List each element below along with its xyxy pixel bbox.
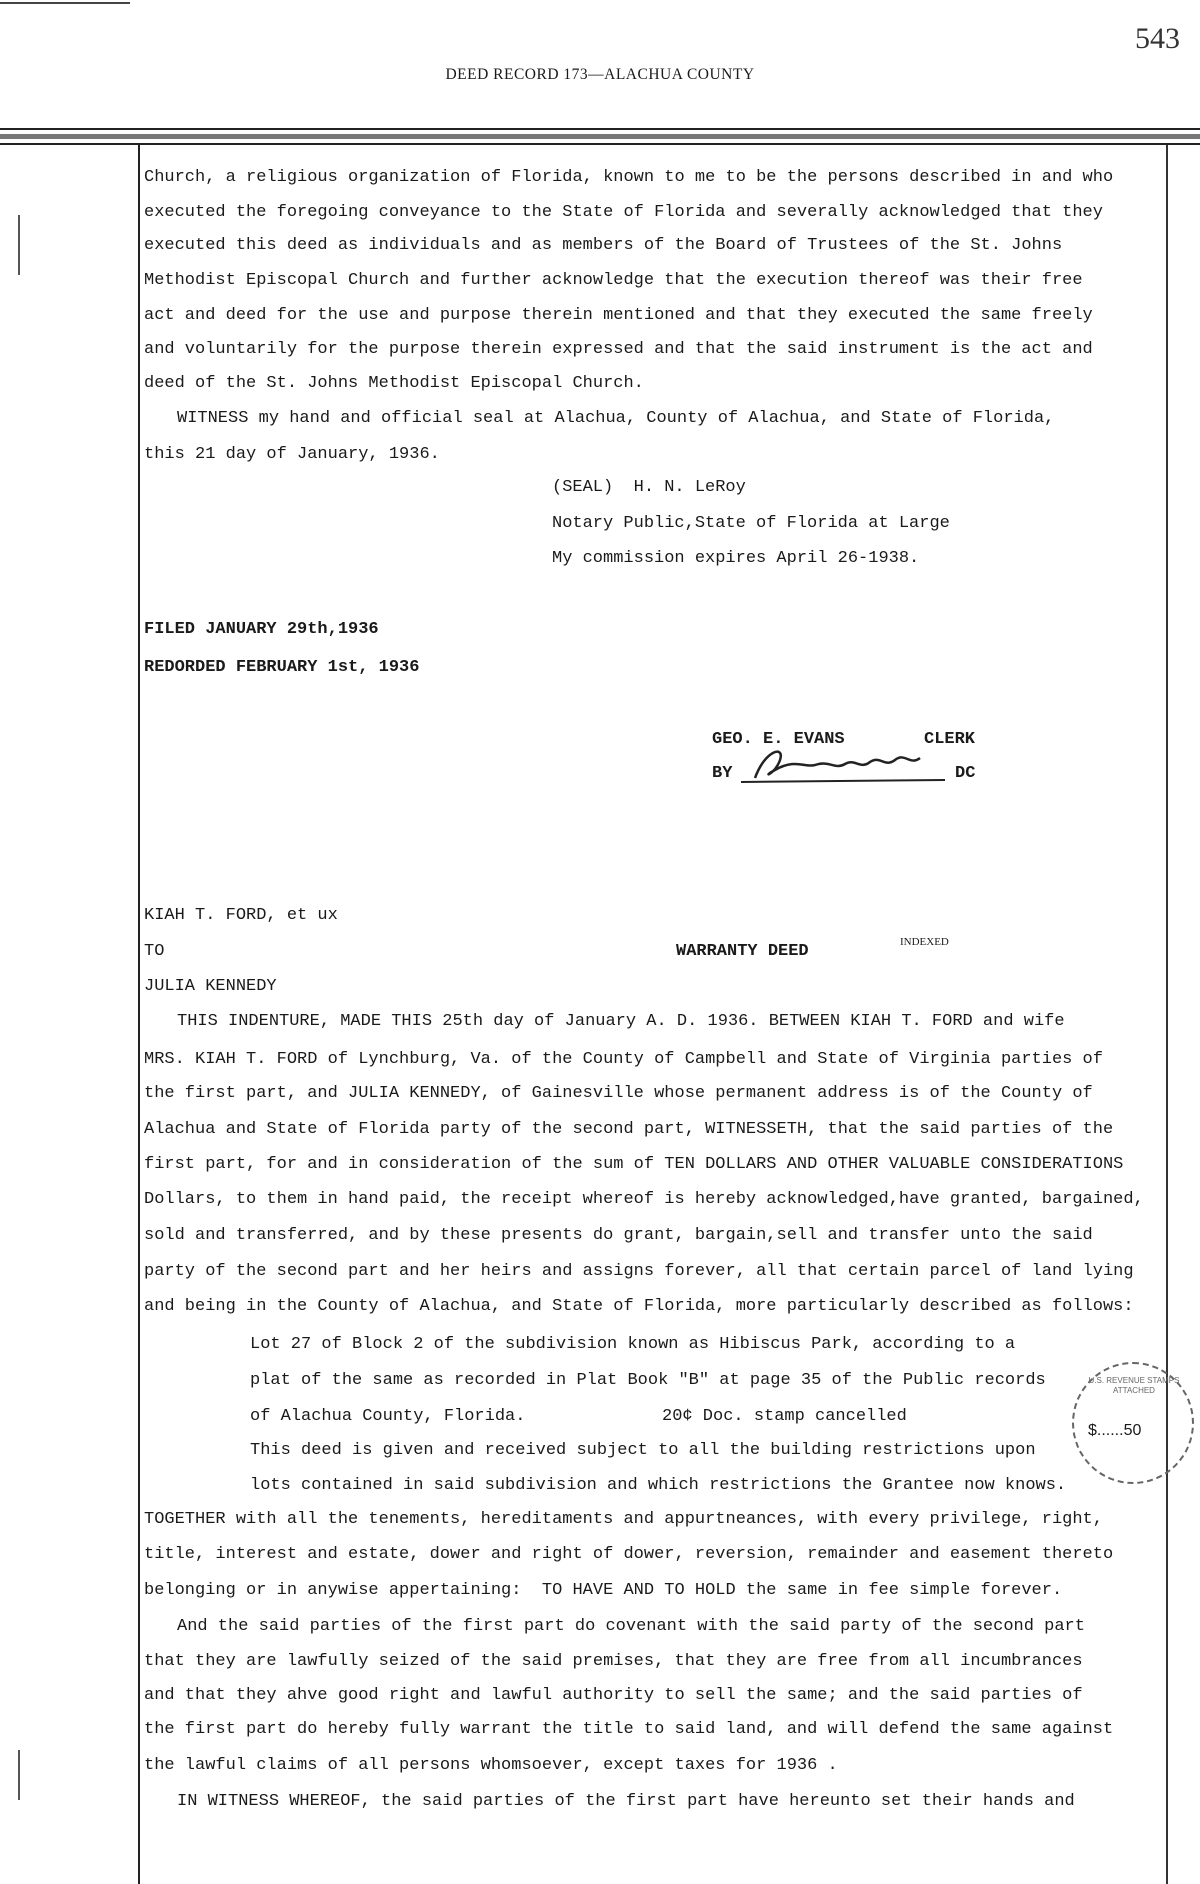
ack-line: executed the foregoing conveyance to the State of Florida and severally acknowledged that they [144,203,1103,222]
header-rule-thick [0,134,1200,139]
witness-whereof-line: IN WITNESS WHEREOF, the said parties of the first part have hereunto set their hands and [177,1792,1075,1811]
body-line: sold and transferred, and by these presents do grant, bargain,sell and transfer unto the said [144,1226,1093,1245]
clerk-name: GEO. E. EVANS [712,730,845,749]
ack-line: act and deed for the use and purpose therein mentioned and that they executed the same freely [144,306,1093,325]
grantor: KIAH T. FORD, et ux [144,906,338,925]
ack-line: executed this deed as individuals and as members of the Board of Trustees of the St. Johns [144,236,1063,255]
covenant-line: that they are lawfully seized of the said premises, that they are free from all incumbrances [144,1652,1083,1671]
header-rule [0,128,1200,130]
ack-date: this 21 day of January, 1936. [144,445,440,464]
restriction-line: lots contained in said subdivision and which restrictions the Grantee now knows. [250,1476,1067,1495]
covenant-line: the lawful claims of all persons whomsoever, except taxes for 1936 . [144,1756,838,1775]
frame-right-line [1166,145,1168,1884]
covenant-line: and that they ahve good right and lawful authority to sell the same; and the said parties of [144,1686,1083,1705]
deed-type: WARRANTY DEED [676,942,809,961]
ack-line: and voluntarily for the purpose therein expressed and that the said instrument is the act and [144,340,1093,359]
body-line: TOGETHER with all the tenements, hereditaments and appurtneances, with every privilege, right, [144,1510,1103,1529]
stamp-amount: $......50 [1088,1422,1142,1439]
margin-mark [18,215,20,275]
clerk-title: CLERK [924,730,976,749]
body-line: and being in the County of Alachua, and State of Florida, more particularly described as follows: [144,1297,1134,1316]
stamp-note: 20¢ Doc. stamp cancelled [662,1407,907,1426]
recorded-date: REDORDED FEBRUARY 1st, 1936 [144,658,420,677]
to-label: TO [144,942,165,961]
indexed-stamp: INDEXED [900,936,949,948]
page-title: DEED RECORD 173—ALACHUA COUNTY [445,66,755,83]
body-line: THIS INDENTURE, MADE THIS 25th day of January A. D. 1936. BETWEEN KIAH T. FORD and wife [177,1012,1065,1031]
body-line: MRS. KIAH T. FORD of Lynchburg, Va. of the County of Campbell and State of Virginia parties of [144,1050,1103,1069]
margin-mark [18,1750,20,1800]
ack-line: Church, a religious organization of Florida, known to me to be the persons described in and who [144,168,1114,187]
covenant-line: the first part do hereby fully warrant the title to said land, and will defend the same against [144,1720,1114,1739]
frame-left-line [138,145,140,1884]
ack-line: Methodist Episcopal Church and further acknowledge that the execution thereof was their free [144,271,1083,290]
body-line: Alachua and State of Florida party of the second part, WITNESSETH, that the said parties of the [144,1120,1114,1139]
body-line: party of the second part and her heirs and assigns forever, all that certain parcel of land lying [144,1262,1134,1281]
notary-title: Notary Public,State of Florida at Large [552,514,950,533]
notary-commission: My commission expires April 26-1938. [552,549,920,568]
notary-seal-name: (SEAL) H. N. LeRoy [552,478,746,497]
legal-description-line: Lot 27 of Block 2 of the subdivision known as Hibiscus Park, according to a [250,1335,1016,1354]
revenue-stamp-cancellation [1072,1362,1194,1484]
body-line: first part, for and in consideration of the sum of TEN DOLLARS AND OTHER VALUABLE CONSIDERATIONS [144,1155,1124,1174]
legal-description-line: of Alachua County, Florida. [250,1407,526,1426]
ack-line: deed of the St. Johns Methodist Episcopal Church. [144,374,644,393]
restriction-line: This deed is given and received subject to all the building restrictions upon [250,1441,1036,1460]
body-line: Dollars, to them in hand paid, the receipt whereof is hereby acknowledged,have granted, bargained, [144,1190,1144,1209]
body-line: title, interest and estate, dower and right of dower, reversion, remainder and easement thereto [144,1545,1114,1564]
scan-edge-mark [0,2,130,4]
clerk-signature [735,740,950,790]
header-rule-bottom [0,143,1200,145]
stamp-ring-text: U.S. REVENUE STAMPS ATTACHED [1088,1376,1180,1395]
filed-date: FILED JANUARY 29th,1936 [144,620,379,639]
clerk-by: BY [712,764,733,783]
clerk-dc: DC [955,764,976,783]
legal-description-line: plat of the same as recorded in Plat Book "B" at page 35 of the Public records [250,1371,1046,1390]
covenant-line: And the said parties of the first part do covenant with the said party of the second part [177,1617,1085,1636]
page-number: 543 [1135,22,1180,55]
body-line: the first part, and JULIA KENNEDY, of Gainesville whose permanent address is of the County of [144,1084,1093,1103]
grantee: JULIA KENNEDY [144,977,277,996]
witness-line: WITNESS my hand and official seal at Alachua, County of Alachua, and State of Florida, [177,409,1055,428]
body-line: belonging or in anywise appertaining: TO HAVE AND TO HOLD the same in fee simple forever. [144,1581,1063,1600]
